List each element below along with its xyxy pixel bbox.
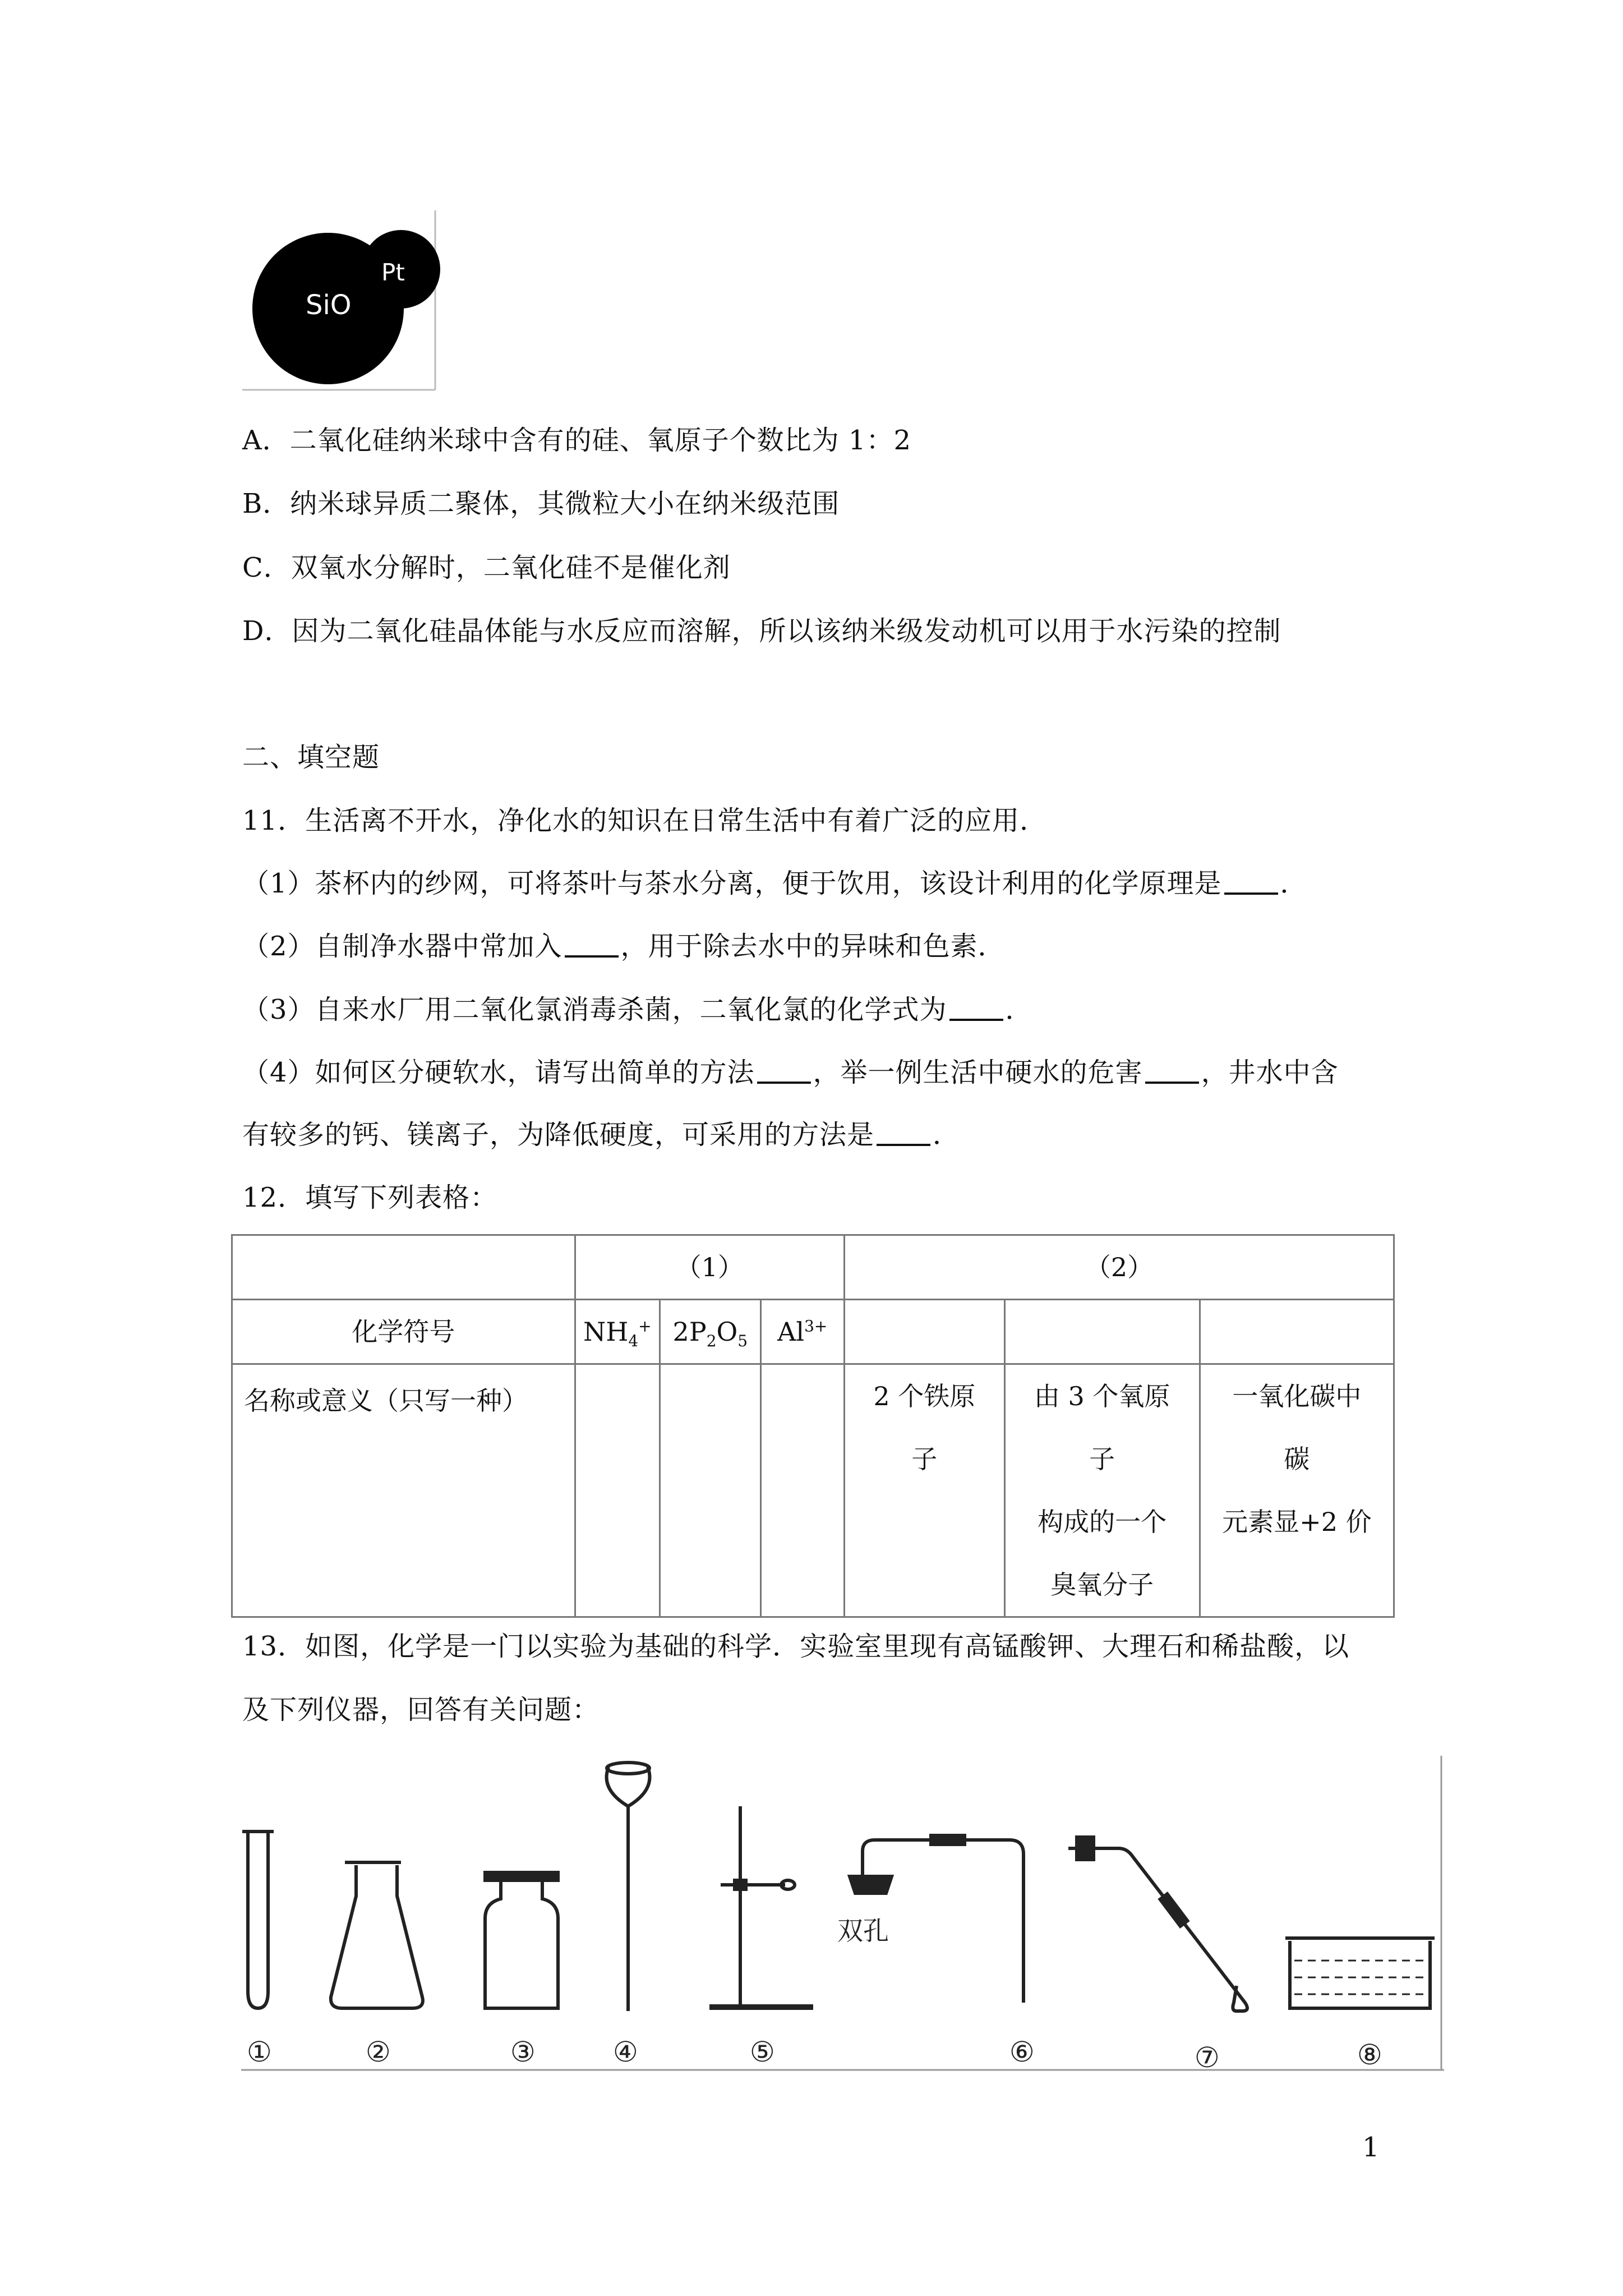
symbol-p2o5-sub2: 5 <box>737 1332 748 1351</box>
apparatus-label-3: ③ <box>510 2036 536 2068</box>
apparatus-label-7: ⑦ <box>1195 2041 1220 2074</box>
answer-blank[interactable] <box>565 933 619 958</box>
conical-flask-icon <box>331 1862 423 2008</box>
stopper-label: 双孔 <box>837 1916 889 1946</box>
q11-part4-text3: ，井水中含 <box>1201 1057 1339 1088</box>
apparatus-label-5: ⑤ <box>750 2036 775 2068</box>
cell-ozone <box>1004 1364 1200 1617</box>
apparatus-label-4: ④ <box>613 2036 638 2068</box>
q11-part2 <box>242 930 1006 963</box>
symbol-p2o5-sub1: 2 <box>706 1332 717 1351</box>
option-b: B．纳米球异质二聚体，其微粒大小在纳米级范围 <box>242 488 840 519</box>
answer-cell[interactable] <box>1004 1300 1200 1364</box>
answer-cell[interactable] <box>1200 1300 1394 1364</box>
cell-iron-atoms <box>844 1364 1004 1617</box>
symbol-nh4-sup: + <box>638 1317 652 1336</box>
answer-cell[interactable] <box>660 1364 760 1617</box>
q11-part3-text: （3）自来水厂用二氧化氯消毒杀菌，二氧化氯的化学式为 <box>242 994 947 1025</box>
symbol-p2o5 <box>660 1300 760 1364</box>
q11-part3-end: ． <box>1005 994 1033 1025</box>
q13-stem-line1: 13．如图，化学是一门以实验为基础的科学．实验室里现有高锰酸钾、大理石和稀盐酸，以 <box>242 1631 1350 1662</box>
table-header-1: （1） <box>575 1235 844 1300</box>
cell-ozone-line3: 构成的一个 <box>1038 1507 1167 1537</box>
row-label-symbol: 化学符号 <box>232 1300 575 1364</box>
symbol-nh4-sub: 4 <box>628 1332 639 1351</box>
water-trough-icon <box>1285 1938 1435 2008</box>
q11-part1-end: ． <box>1280 868 1308 899</box>
apparatus-figure <box>241 1756 1447 2084</box>
nanosphere-figure <box>241 210 449 395</box>
q11-stem: 11．生活离不开水，净化水的知识在日常生活中有着广泛的应用． <box>242 805 1048 836</box>
apparatus-label-6: ⑥ <box>1009 2036 1035 2068</box>
answer-blank[interactable] <box>757 1059 811 1084</box>
cell-co-line1: 一氧化碳中 <box>1232 1381 1362 1411</box>
cell-iron-line2: 子 <box>911 1444 938 1474</box>
fill-table <box>231 1234 1395 1618</box>
symbol-nh4 <box>575 1300 660 1364</box>
answer-cell[interactable] <box>844 1300 1004 1364</box>
sio-label: SiO <box>306 289 352 321</box>
option-c: C．双氧水分解时，二氧化硅不是催化剂 <box>242 552 731 583</box>
q11-part2-end: ，用于除去水中的异味和色素． <box>620 931 1006 962</box>
q11-part4-end: ． <box>933 1119 961 1151</box>
q12-stem: 12．填写下列表格： <box>242 1182 498 1213</box>
answer-blank[interactable] <box>877 1121 930 1146</box>
page-number: 1 <box>1362 2132 1380 2163</box>
answer-blank[interactable] <box>949 996 1003 1021</box>
q11-part1-text: （1）茶杯内的纱网，可将茶叶与茶水分离，便于饮用，该设计利用的化学原理是 <box>242 868 1222 899</box>
q11-part4-line1 <box>242 1056 1339 1089</box>
apparatus-label-2: ② <box>366 2036 391 2068</box>
table-header-2: （2） <box>844 1235 1394 1300</box>
symbol-al-base: Al <box>777 1317 805 1347</box>
symbol-p2o5-p: 2P <box>672 1317 707 1347</box>
option-d: D．因为二氧化硅晶体能与水反应而溶解，所以该纳米级发动机可以用于水污染的控制 <box>242 615 1281 647</box>
q11-part4-text4: 有较多的钙、镁离子，为降低硬度，可采用的方法是 <box>242 1119 875 1151</box>
section-title: 二、填空题 <box>242 742 380 773</box>
reagent-bottle-icon <box>485 1872 558 2008</box>
q11-part3 <box>242 993 1033 1027</box>
q11-part1 <box>242 867 1308 900</box>
symbol-p2o5-o: O <box>716 1317 738 1347</box>
cell-iron-line1: 2 个铁原 <box>873 1381 976 1411</box>
apparatus-label-1: ① <box>247 2036 272 2068</box>
symbol-al <box>760 1300 844 1364</box>
answer-blank[interactable] <box>1224 870 1278 895</box>
answer-cell[interactable] <box>575 1364 660 1617</box>
symbol-al-sup: 3+ <box>804 1317 828 1336</box>
cell-co-valence <box>1200 1364 1394 1617</box>
option-a: A．二氧化硅纳米球中含有的硅、氧原子个数比为 1：2 <box>242 425 912 456</box>
q11-part4-text2: ，举一例生活中硬水的危害 <box>813 1057 1143 1088</box>
row-label-meaning: 名称或意义（只写一种） <box>232 1364 575 1617</box>
symbol-nh4-base: NH <box>583 1317 629 1347</box>
q11-part4-line2 <box>242 1118 960 1152</box>
long-neck-funnel-icon <box>607 1763 650 2011</box>
cell-ozone-line2: 子 <box>1089 1444 1115 1474</box>
test-tube-icon <box>242 1832 274 2008</box>
q13-stem-line2: 及下列仪器，回答有关问题： <box>242 1694 600 1726</box>
cell-co-line2: 碳 <box>1284 1444 1310 1474</box>
bent-tube-icon <box>1068 1837 1247 2011</box>
apparatus-label-8: ⑧ <box>1357 2039 1382 2071</box>
table-corner-cell <box>232 1235 575 1300</box>
q11-part2-text: （2）自制净水器中常加入 <box>242 931 562 962</box>
q11-part4-text: （4）如何区分硬软水，请写出简单的方法 <box>242 1057 755 1088</box>
answer-blank[interactable] <box>1145 1059 1199 1084</box>
pt-label: Pt <box>381 259 405 286</box>
answer-cell[interactable] <box>760 1364 844 1617</box>
iron-stand-icon <box>709 1806 813 2007</box>
cell-ozone-line4: 臭氧分子 <box>1050 1570 1154 1600</box>
cell-ozone-line1: 由 3 个氧原 <box>1034 1381 1170 1411</box>
cell-co-line3: 元素显+2 价 <box>1222 1507 1372 1537</box>
